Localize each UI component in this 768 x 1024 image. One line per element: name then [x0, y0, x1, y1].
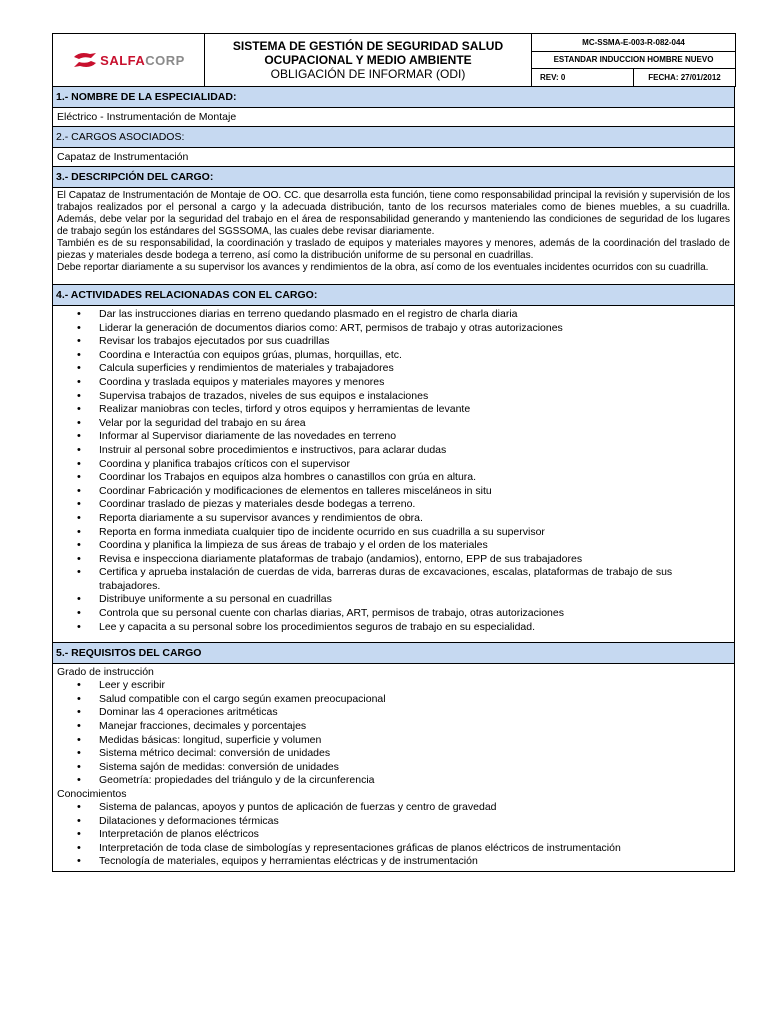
list-item: • Instruir al personal sobre procedimientos e instructivos, para aclarar dudas	[53, 444, 734, 458]
especialidad-value: Eléctrico - Instrumentación de Montaje	[57, 111, 237, 123]
list-item: • Geometría: propiedades del triángulo y de la circunferencia	[53, 774, 734, 788]
list-item: • Velar por la seguridad del trabajo en su área	[53, 417, 734, 431]
section-cargos	[52, 127, 735, 167]
list-item: • Sistema de palancas, apoyos y puntos de aplicación de fuerzas y centro de gravedad	[53, 801, 734, 815]
list-item: • Coordina e Interactúa con equipos grúas, plumas, horquillas, etc.	[53, 349, 734, 363]
cargos-value: Capataz de Instrumentación	[57, 151, 189, 163]
list-item: • Interpretación de planos eléctricos	[53, 828, 734, 842]
section-actividades	[52, 285, 735, 643]
title-line-1: SISTEMA DE GESTIÓN DE SEGURIDAD SALUD	[232, 39, 504, 53]
list-item: • Coordina y planifica la limpieza de sus áreas de trabajo y el orden de los materiales	[53, 539, 734, 553]
list-item: • Sistema sajón de medidas: conversión de unidades	[53, 761, 734, 775]
list-item: • Realizar maniobras con tecles, tirford y otros equipos y herramientas de levante	[53, 403, 734, 417]
list-item: • Lee y capacita a su personal sobre los procedimientos seguros de trabajo en su especialidad.	[53, 621, 734, 635]
title-line-2: OCUPACIONAL Y MEDIO AMBIENTE	[264, 53, 472, 67]
section-1-title: 1.- NOMBRE DE LA ESPECIALIDAD:	[53, 87, 734, 108]
document-revision: REV: 0	[532, 69, 634, 87]
section-requisitos	[52, 643, 735, 872]
document-title	[205, 34, 532, 87]
salfacorp-logo-icon	[72, 51, 98, 69]
list-item: • Reporta diariamente a su supervisor avances y rendimientos de obra.	[53, 512, 734, 526]
conocimientos-list	[53, 801, 734, 869]
document-code: MC-SSMA-E-003-R-082-044	[532, 34, 736, 52]
header-table	[52, 33, 736, 87]
list-item: • Supervisa trabajos de trazados, niveles de sus equipos e instalaciones	[53, 390, 734, 404]
document-standard: ESTANDAR INDUCCION HOMBRE NUEVO	[532, 51, 736, 69]
document	[52, 33, 735, 872]
descripcion-paragraph-1: El Capataz de Instrumentación de Montaje de OO. CC. que desarrolla esta función, tiene como responsabilidad principal la revisión y supervisión de los trabajos realizados por el personal a cargo y la adecuada distribución, tanto de los recursos materiales como de bienes muebles, a su cuadrilla. Además, debe velar por la seguridad del trabajo en el área de responsabilidad generando y manteniendo las condiciones de seguridad de los lugares de trabajo según los estándares del SGSSOMA, las cuales debe revisar diariamente.	[57, 190, 730, 237]
list-item: • Medidas básicas: longitud, superficie y volumen	[53, 734, 734, 748]
list-item: • Reporta en forma inmediata cualquier tipo de incidente ocurrido en sus cuadrilla a su supervisor	[53, 526, 734, 540]
list-item: • Manejar fracciones, decimales y porcentajes	[53, 720, 734, 734]
list-item: • Calcula superficies y rendimientos de materiales y trabajadores	[53, 362, 734, 376]
list-item: • Informar al Supervisor diariamente de las novedades en terreno	[53, 430, 734, 444]
conocimientos-label: Conocimientos	[57, 788, 127, 800]
list-item: • Certifica y aprueba instalación de cuerdas de vida, barreras duras de excavaciones, escalas, plataformas de trabajo de sus trabajadores.	[53, 566, 734, 593]
grado-instruccion-list	[53, 679, 734, 788]
list-item: • Tecnología de materiales, equipos y herramientas eléctricas y de instrumentación	[53, 855, 734, 869]
section-3-title: 3.- DESCRIPCIÓN DEL CARGO:	[53, 167, 734, 188]
descripcion-paragraph-2: También es de su responsabilidad, la coordinación y traslado de equipos y materiales mayores y menores, además de la coordinación del traslado de piezas y materiales desde bodega a terreno, así como la distribución uniforme de su personal en cuadrillas.	[57, 238, 730, 261]
list-item: • Sistema métrico decimal: conversión de unidades	[53, 747, 734, 761]
list-item: • Coordina y traslada equipos y materiales mayores y menores	[53, 376, 734, 390]
document-date: FECHA: 27/01/2012	[634, 69, 736, 87]
list-item: • Distribuye uniformente a su personal en cuadrillas	[53, 593, 734, 607]
descripcion-paragraph-3: Debe reportar diariamente a su supervisor los avances y rendimientos de la obra, así como de los eventuales incidentes ocurridos con su cuadrilla.	[57, 262, 709, 273]
list-item: • Salud compatible con el cargo según examen preocupacional	[53, 693, 734, 707]
section-especialidad	[52, 87, 735, 127]
section-4-title: 4.- ACTIVIDADES RELACIONADAS CON EL CARGO:	[53, 285, 734, 306]
section-5-title: 5.- REQUISITOS DEL CARGO	[53, 643, 734, 664]
list-item: • Coordinar Fabricación y modificaciones de elementos en talleres misceláneos in situ	[53, 485, 734, 499]
list-item: • Dar las instrucciones diarias en terreno quedando plasmado en el registro de charla diaria	[53, 308, 734, 322]
list-item: • Leer y escribir	[53, 679, 734, 693]
list-item: • Coordina y planifica trabajos críticos con el supervisor	[53, 458, 734, 472]
actividades-list	[53, 308, 734, 634]
logo-salfa-text: SALFA	[100, 52, 146, 68]
section-descripcion	[52, 167, 735, 285]
grado-instruccion-label: Grado de instrucción	[57, 666, 154, 679]
list-item: • Coordinar traslado de piezas y materiales desde bodegas a terreno.	[53, 498, 734, 512]
logo-cell	[53, 34, 205, 87]
list-item: • Liderar la generación de documentos diarios como: ART, permisos de trabajo y otras autorizaciones	[53, 322, 734, 336]
list-item: • Revisar los trabajos ejecutados por sus cuadrillas	[53, 335, 734, 349]
list-item: • Coordinar los Trabajos en equipos alza hombres o canastillos con grúa en altura.	[53, 471, 734, 485]
list-item: • Dominar las 4 operaciones aritméticas	[53, 706, 734, 720]
list-item: • Controla que su personal cuente con charlas diarias, ART, permisos de trabajo, otras autorizaciones	[53, 607, 734, 621]
list-item: • Revisa e inspecciona diariamente plataformas de trabajo (andamios), entorno, EPP de sus trabajadores	[53, 553, 734, 567]
list-item: • Interpretación de toda clase de simbologías y representaciones gráficas de planos eléctricos de instrumentación	[53, 842, 734, 856]
list-item: • Dilataciones y deformaciones térmicas	[53, 815, 734, 829]
title-line-3: OBLIGACIÓN DE INFORMAR (ODI)	[270, 67, 466, 81]
salfacorp-logo	[53, 34, 204, 86]
logo-corp-text: CORP	[145, 52, 185, 68]
section-2-title: 2.- CARGOS ASOCIADOS:	[53, 127, 734, 148]
